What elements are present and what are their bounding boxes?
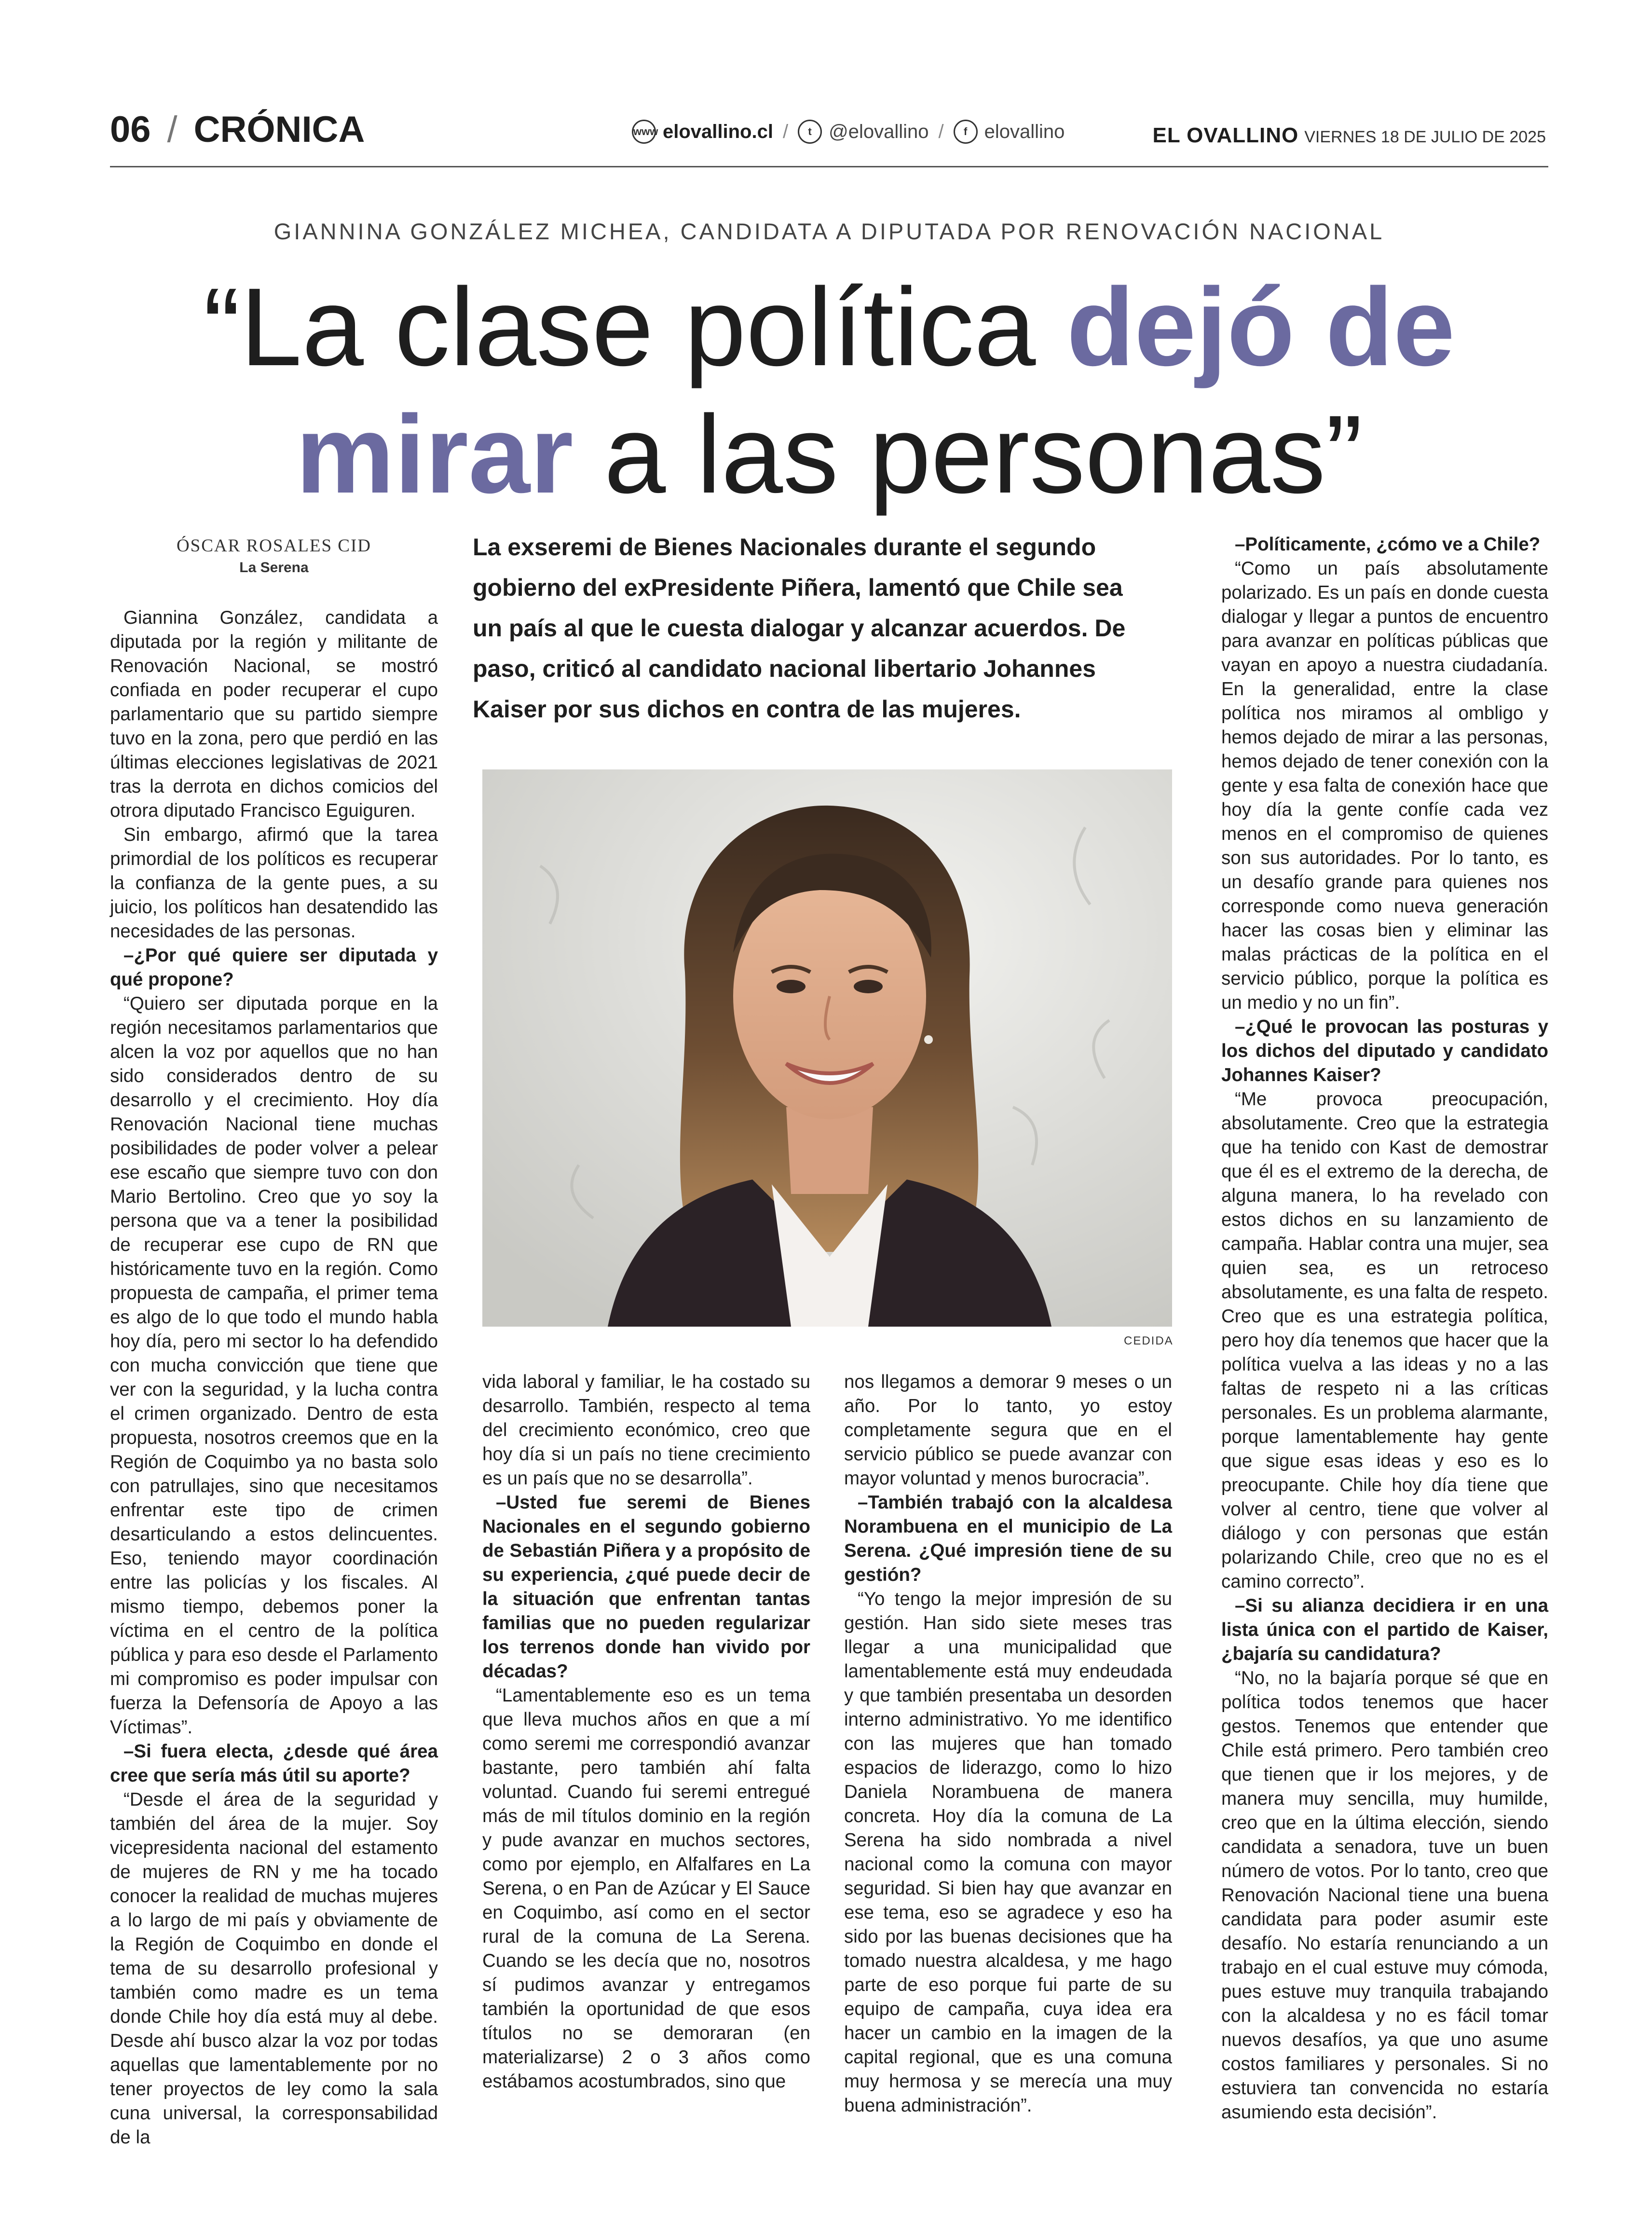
body-paragraph: Giannina González, candidata a diputada por la región y militante de Renovación Nacional, se mostró confiada en poder recuperar el cupo parlamentario que su partido siempre tuvo en la zona, pero que perdió en las últimas elecciones legislativas de 2021 tras la derrota en dichos comicios del otrora diputado Francisco Eguiguren. — [110, 607, 438, 821]
body-paragraph: “Me provoca preocupación, absolutamente. Creo que la estrategia que ha tenido con Kast de demostrar que él es el extremo de la derecha, de alguna manera, lo ha revelado con estos dichos en su lanzamiento de campaña. Hablar contra una mujer, sea quien sea, es un retroceso absolutamente, es una falta de respeto. Creo que es una estrategia política, pero hoy día tenemos que hacer que la política vuelva a las ideas y no a las faltas de respeto ni a las críticas personales. Es un problema alarmante, porque lamentablemente hay gente que sigue esas ideas y eso es lo preocupante. Chile hoy día tiene que volver al centro, tiene que volver al diálogo y con personas que están polarizando Chile, creo que no es el camino correcto”. — [1221, 1089, 1548, 1592]
interview-question: –Si fuera electa, ¿desde qué área cree que sería más útil su aporte? — [110, 1741, 438, 1786]
page-number: 06 — [110, 109, 151, 150]
interview-question: –También trabajó con la alcaldesa Norambuena en el municipio de La Serena. ¿Qué impresión tiene de su gestión? — [844, 1492, 1172, 1585]
header-rule — [110, 166, 1548, 167]
portrait-illustration — [482, 769, 1172, 1327]
body-paragraph: “No, no la bajaría porque sé que en política todos tenemos que hacer gestos. Tenemos que entender que Chile está primero. Pero también creo que tienen que ir los mejores, y de manera muy sencilla, muy humilde, creo que en la última elección, siendo candidata a senadora, tuve un buen número de votos. Por lo tanto, creo que Renovación Nacional tiene una buena candidata para poder asumir este desafío. No estaría renunciando a un trabajo en el cual estuve muy cómoda, pues estuve muy tranquila trabajando con la alcaldesa y no es fácil tomar nuevos desafíos, ya que uno asume costos familiares y personales. Si no estuviera tan convencida no estaría asumiendo esta decisión”. — [1221, 1668, 1548, 2123]
interview-question: –¿Por qué quiere ser diputada y qué propone? — [110, 945, 438, 990]
headline-text: a las personas” — [573, 392, 1363, 516]
interview-question: –Usted fue seremi de Bienes Nacionales en el segundo gobierno de Sebastián Piñera y a propósito de su experiencia, ¿qué puede decir de la situación que enfrentan tantas familias que no pueden regularizar los terrenos donde han vivido por décadas? — [482, 1492, 810, 1682]
lead-paragraph: La exseremi de Bienes Nacionales durante el segundo gobierno del exPresidente Piñera, lamentó que Chile sea un país al que le cuesta dialogar y alcanzar acuerdos. De paso, criticó al candidato nacional libertario Johannes Kaiser por sus dichos en contra de las mujeres. — [473, 534, 1126, 723]
website-link[interactable]: elovallino.cl — [663, 121, 773, 142]
kicker: GIANNINA GONZÁLEZ MICHEA, CANDIDATA A DIPUTADA POR RENOVACIÓN NACIONAL — [273, 219, 1385, 244]
header-social-links — [632, 120, 1065, 144]
masthead: EL OVALLINO — [1152, 123, 1299, 147]
page-section-label — [110, 109, 365, 151]
separator: / — [938, 121, 944, 142]
column-4 — [1221, 533, 1548, 2125]
byline-author: ÓSCAR ROSALES CID — [176, 536, 372, 556]
masthead-date — [1153, 123, 1546, 148]
body-paragraph: “Desde el área de la seguridad y también del área de la mujer. Soy vicepresidenta nacional del estamento de mujeres de RN y me ha tocado conocer la realidad de muchas mujeres a lo largo de mi país y obviamente de la Región de Coquimbo en donde el tema de su desarrollo profesional y también como madre es un tema donde Chile hoy día está muy al debe. Desde ahí busco alzar la voz por todas aquellas que lamentablemente por no tener proyectos de ley como la sala cuna universal, la corresponsabilidad de la — [110, 1789, 438, 2148]
body-paragraph: vida laboral y familiar, le ha costado su desarrollo. También, respecto al tema del crecimiento económico, creo que hoy día si un país no tiene crecimiento es un país que no se desarrolla”. — [482, 1372, 810, 1489]
headline-accent: mirar — [296, 392, 573, 516]
issue-date: VIERNES 18 DE JULIO DE 2025 — [1304, 128, 1546, 146]
column-2 — [482, 1370, 810, 2094]
photo-credit: CEDIDA — [1124, 1334, 1174, 1347]
interview-question: –¿Qué le provocan las posturas y los dichos del diputado y candidato Johannes Kaiser? — [1221, 1016, 1548, 1085]
body-paragraph: “Yo tengo la mejor impresión de su gestión. Han sido siete meses tras llegar a una municipalidad que lamentablemente está muy endeudada y que también presentaba un desorden interno administrativo. Yo me identifico con las mujeres que han tomado espacios de liderazgo, como lo hizo Daniela Norambuena de manera concreta. Hoy día la comuna de La Serena ha sido nombrada a nivel nacional como la comuna con mayor seguridad. Si bien hay que avanzar en ese tema, eso se agradece y eso ha sido por las buenas decisiones que ha tomado nuestra alcaldesa, y me hago parte de eso porque fui parte de su equipo de campaña, cuya idea era hacer un cambio en la imagen de la capital regional, que es una comuna muy hermosa y se merecía una muy buena administración”. — [844, 1589, 1172, 2116]
globe-www-icon: www — [632, 120, 656, 144]
section-name: CRÓNICA — [193, 109, 365, 150]
body-paragraph: “Como un país absolutamente polarizado. Es un país en donde cuesta dialogar y llegar a puntos de encuentro para avanzar en políticas públicas que vayan en apoyo a nuestra ciudadanía. En la generalidad, entre la clase política nos miramos al ombligo y hemos dejado de mirar a las personas, hemos dejado de tener conexión con la gente y esa falta de conexión hace que hoy día la gente confíe cada vez menos en el compromiso de quienes son sus autoridades. Por lo tanto, es un desafío grande para quienes nos corresponde como nueva generación hacer las cosas bien y eliminar las malas prácticas de la política en el servicio público, porque la política es un medio y no un fin”. — [1221, 558, 1548, 1013]
interview-question: –Políticamente, ¿cómo ve a Chile? — [1235, 534, 1541, 555]
section-slash: / — [167, 109, 177, 150]
headline-line-2 — [110, 392, 1548, 517]
headline-accent: dejó de — [1066, 265, 1455, 389]
headline-text: “La clase política — [203, 265, 1067, 389]
twitter-link[interactable]: @elovallino — [829, 121, 929, 142]
portrait-photo — [482, 769, 1172, 1327]
byline-place: La Serena — [239, 560, 309, 576]
body-paragraph: nos llegamos a demorar 9 meses o un año. Por lo tanto, yo estoy completamente segura que en el servicio público se puede avanzar con mayor voluntad y menos burocracia”. — [844, 1372, 1172, 1489]
facebook-icon: f — [954, 120, 978, 144]
separator: / — [782, 121, 789, 142]
headline-line-1 — [110, 264, 1548, 390]
column-1 — [110, 606, 438, 2150]
body-paragraph: “Quiero ser diputada porque en la región necesitamos parlamentarios que alcen la voz por aquellos que no han sido considerados dentro de su desarrollo y el crecimiento. Hoy día Renovación Nacional tiene muchas posibilidades de poder volver a pelear ese escaño que siempre tuvo con don Mario Bertolino. Creo que yo soy la persona que va a tener la posibilidad de recuperar ese cupo de RN que históricamente tuvo en la región. Como propuesta de campaña, el primer tema es algo de lo que todo el mundo habla hoy día, pero mi sector lo ha defendido con mucha convicción que tiene que ver con la seguridad, y la lucha contra el crimen organizado. Dentro de esta propuesta, nosotros creemos que en la Región de Coquimbo ya no basta solo con patrullajes, sino que necesitamos enfrentar este tipo de crimen desarticulando a estos delincuentes. Eso, teniendo mayor coordinación entre las policías y los fiscales. Al mismo tiempo, debemos poner la víctima en el centro de la política pública y para eso desde el Parlamento mi compromiso es poder impulsar con fuerza la Defensoría de Apoyo a las Víctimas”. — [110, 993, 438, 1738]
column-3 — [844, 1370, 1172, 2118]
facebook-link[interactable]: elovallino — [984, 121, 1065, 142]
interview-question: –Si su alianza decidiera ir en una lista única con el partido de Kaiser, ¿bajaría su candidatura? — [1221, 1595, 1548, 1664]
body-paragraph: “Lamentablemente eso es un tema que lleva muchos años en que a mí como seremi me correspondió avanzar bastante, pero también ahí falta voluntad. Cuando fui seremi entregué más de mil títulos dominio en la región y pude avanzar en muchos sectores, como por ejemplo, en Alfalfares en La Serena, o en Pan de Azúcar y El Sauce en Coquimbo, así como en el sector rural de la comuna de La Serena. Cuando se les decía que no, nosotros sí pudimos avanzar y entregamos también la oportunidad de que esos títulos no se demoraran (en materializarse) 2 o 3 años como estábamos acostumbrados, sino que — [482, 1685, 810, 2092]
body-paragraph: Sin embargo, afirmó que la tarea primordial de los políticos es recuperar la confianza de la gente pues, a su juicio, los políticos han desatendido las necesidades de las personas. — [110, 824, 438, 942]
twitter-icon: t — [798, 120, 822, 144]
